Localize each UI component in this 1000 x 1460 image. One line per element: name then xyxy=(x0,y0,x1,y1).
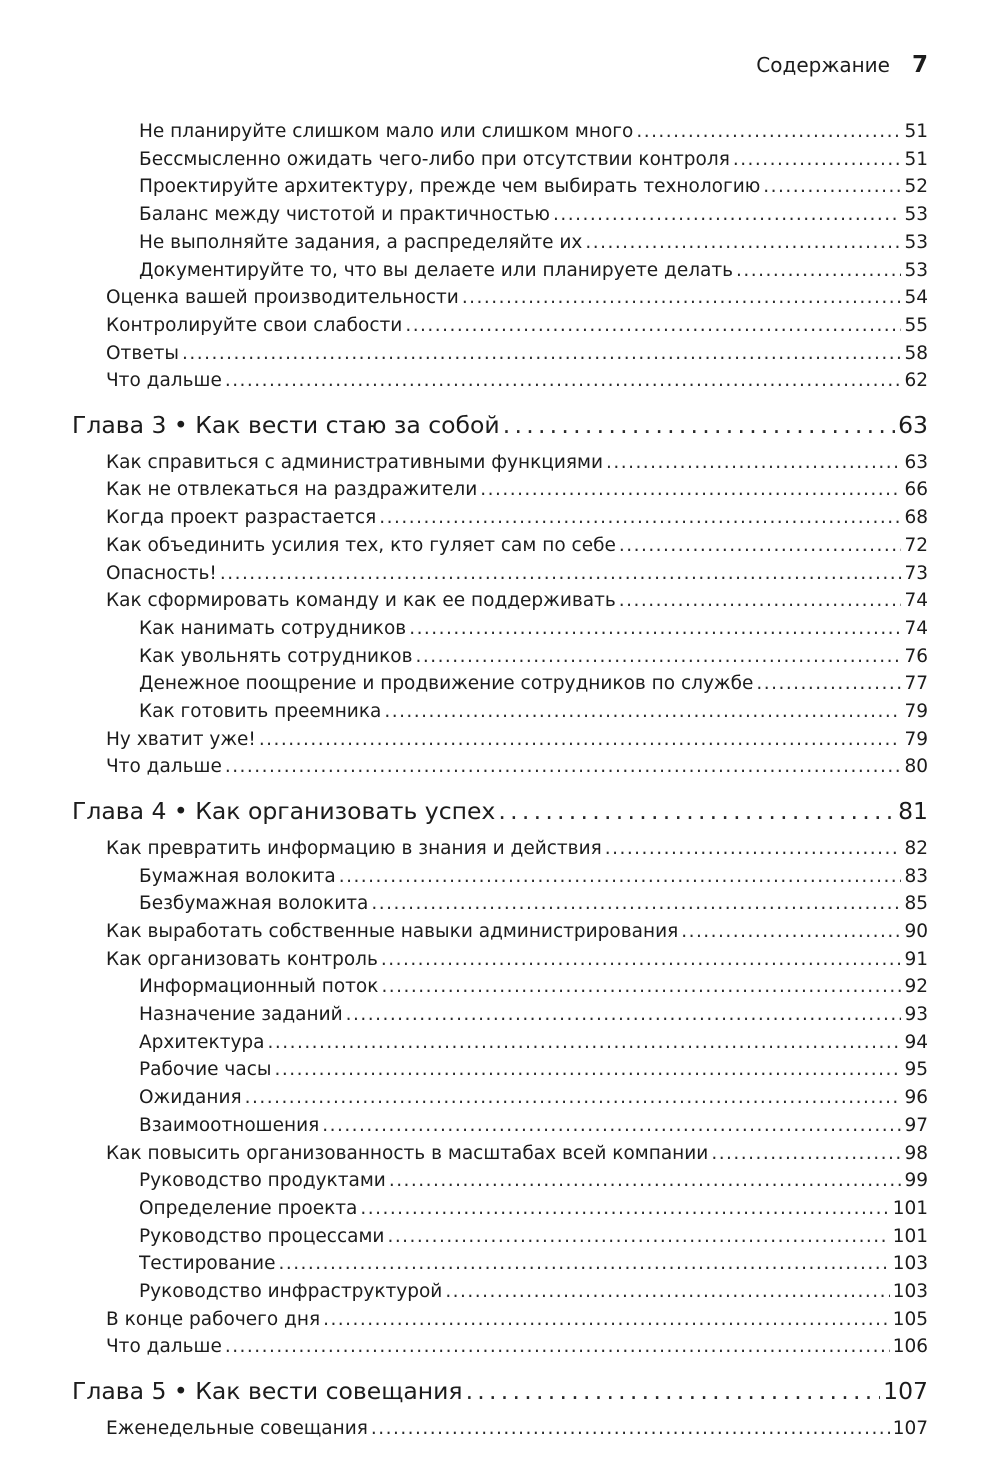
toc-entry-title: Баланс между чистотой и практичностью xyxy=(139,204,551,226)
toc-entry xyxy=(106,838,928,859)
toc-page-number: 58 xyxy=(904,342,928,364)
toc-page-number: 52 xyxy=(904,176,928,198)
toc-page-number: 55 xyxy=(904,314,928,336)
toc-entry-title: Как увольнять сотрудников xyxy=(139,645,413,667)
toc-page-number: 97 xyxy=(904,1114,928,1136)
toc-page-number: 53 xyxy=(904,231,928,253)
toc-entry-title: Что дальше xyxy=(106,1336,222,1358)
toc-entry xyxy=(139,1032,928,1053)
toc-entry xyxy=(139,149,928,170)
toc-entry-title: Руководство процессами xyxy=(139,1225,385,1247)
toc-dot-leader xyxy=(381,949,902,970)
toc-entry-title: Рабочие часы xyxy=(139,1059,272,1081)
toc-chapter-heading xyxy=(72,1377,928,1405)
toc-entry xyxy=(139,1059,928,1080)
toc-page-number: 94 xyxy=(904,1031,928,1053)
running-header xyxy=(756,52,928,78)
toc-entry-title: Ну хватит уже! xyxy=(106,728,256,750)
toc-page-number: 79 xyxy=(904,728,928,750)
toc-dot-leader xyxy=(274,1059,901,1080)
toc-dot-leader xyxy=(409,618,901,639)
toc-dot-leader xyxy=(619,535,902,556)
toc-entry-title: Еженедельные совещания xyxy=(106,1417,368,1439)
toc-entry-title: Глава 4 • Как организовать успех xyxy=(72,797,496,826)
toc-entry xyxy=(139,673,928,694)
toc-page-number: 53 xyxy=(904,259,928,281)
toc-dot-leader xyxy=(466,1377,881,1405)
toc-entry-title: Руководство инфраструктурой xyxy=(139,1281,443,1302)
toc-entry-title: Бумажная волокита xyxy=(139,865,336,887)
toc-page-number: 90 xyxy=(904,920,928,942)
toc-entry xyxy=(106,452,928,473)
toc-page-number: 80 xyxy=(904,756,928,778)
toc-page-number: 53 xyxy=(904,204,928,226)
toc-dot-leader xyxy=(268,1032,902,1053)
toc-page-number: 81 xyxy=(898,797,928,826)
toc-entry-title: Как не отвлекаться на раздражители xyxy=(106,479,478,501)
toc-entry-title: Как справиться с административными функциями xyxy=(106,451,603,473)
toc-entry-title: Опасность! xyxy=(106,562,217,584)
toc-entry-title: Когда проект разрастается xyxy=(106,507,377,529)
toc-dot-leader xyxy=(323,1309,890,1330)
toc-dot-leader xyxy=(339,866,902,887)
toc-page-number: 103 xyxy=(892,1253,928,1275)
toc-entry xyxy=(139,232,928,253)
toc-entry xyxy=(106,563,928,584)
toc-entry xyxy=(139,701,928,722)
toc-entry xyxy=(139,1281,928,1302)
page-number: 7 xyxy=(911,52,928,78)
toc-dot-leader xyxy=(371,1418,890,1439)
toc-entry-title: Взаимоотношения xyxy=(139,1114,320,1136)
toc-dot-leader xyxy=(182,343,901,364)
toc-page-number: 73 xyxy=(904,562,928,584)
toc-page-number: 82 xyxy=(904,837,928,859)
toc-page-number: 96 xyxy=(904,1087,928,1109)
toc-entry xyxy=(139,176,928,197)
toc-entry xyxy=(139,618,928,639)
toc-page-number: 63 xyxy=(904,451,928,473)
toc-entry xyxy=(106,949,928,970)
toc-entry xyxy=(139,260,928,281)
toc-page-number: 76 xyxy=(904,645,928,667)
toc-page-number: 68 xyxy=(904,507,928,529)
toc-dot-leader xyxy=(322,1115,901,1136)
toc-dot-leader xyxy=(225,1336,890,1357)
toc-entry-title: Как повысить организованность в масштабах всей компании xyxy=(106,1142,709,1164)
toc-page-number: 77 xyxy=(904,673,928,695)
toc-entry xyxy=(106,1418,928,1439)
toc-entry xyxy=(139,1253,928,1274)
toc-dot-leader xyxy=(225,370,902,391)
toc-page-number: 91 xyxy=(904,948,928,970)
toc-dot-leader xyxy=(371,893,901,914)
toc-page-number: 93 xyxy=(904,1004,928,1025)
toc-entry-title: Глава 3 • Как вести стаю за собой xyxy=(72,411,500,439)
toc-entry-title: Глава 5 • Как вести совещания xyxy=(72,1377,463,1406)
toc-entry-title: Бессмысленно ожидать чего-либо при отсутствии контроля xyxy=(139,148,730,170)
toc-entry xyxy=(106,507,928,528)
toc-page-number: 51 xyxy=(904,121,928,142)
toc-entry-title: Что дальше xyxy=(106,370,222,392)
toc-chapter-heading xyxy=(72,411,928,439)
toc-page-number: 107 xyxy=(883,1377,928,1406)
toc-entry-title: Ответы xyxy=(106,342,180,364)
toc-entry xyxy=(139,976,928,997)
toc-entry xyxy=(106,287,928,308)
toc-page-number: 103 xyxy=(892,1281,928,1302)
toc-entry xyxy=(139,204,928,225)
toc-entry xyxy=(139,1087,928,1108)
toc-page-number: 79 xyxy=(904,701,928,722)
toc-entry-title: Определение проекта xyxy=(139,1197,358,1219)
toc-page-number: 51 xyxy=(904,148,928,170)
toc-entry-title: Как готовить преемника xyxy=(139,701,382,722)
toc-entry xyxy=(106,1309,928,1330)
toc-entry-title: Проектируйте архитектуру, прежде чем выбирать технологию xyxy=(139,176,761,198)
toc-entry-title: Оценка вашей производительности xyxy=(106,287,459,309)
toc-dot-leader xyxy=(736,260,901,281)
toc-dot-leader xyxy=(503,411,895,439)
toc-page-number: 101 xyxy=(892,1225,928,1247)
toc-entry xyxy=(106,370,928,391)
toc-entry-title: Как объединить усилия тех, кто гуляет сам по себе xyxy=(106,534,616,556)
toc-entry xyxy=(106,1143,928,1164)
toc-entry xyxy=(139,893,928,914)
toc-entry xyxy=(106,590,928,611)
toc-dot-leader xyxy=(756,673,901,694)
toc-page-number: 54 xyxy=(904,287,928,309)
toc-page-number: 74 xyxy=(904,617,928,639)
toc-entry xyxy=(139,1115,928,1136)
toc-entry-title: Как организовать контроль xyxy=(106,948,378,970)
toc-entry-title: Тестирование xyxy=(139,1253,276,1275)
toc-page-number: 62 xyxy=(904,370,928,392)
toc-entry xyxy=(106,756,928,777)
toc-entry xyxy=(106,479,928,500)
toc-dot-leader xyxy=(225,756,902,777)
toc-entry xyxy=(106,729,928,750)
toc-dot-leader xyxy=(605,838,902,859)
toc-dot-leader xyxy=(278,1253,889,1274)
toc-page-number: 83 xyxy=(904,865,928,887)
toc-entry xyxy=(139,1170,928,1191)
toc-dot-leader xyxy=(498,797,895,825)
toc-dot-leader xyxy=(636,121,901,142)
toc-entry xyxy=(139,866,928,887)
toc-entry-title: Как нанимать сотрудников xyxy=(139,617,407,639)
toc-entry-title: Информационный поток xyxy=(139,976,379,998)
toc-dot-leader xyxy=(220,563,902,584)
toc-page-number: 74 xyxy=(904,590,928,612)
toc-page-number: 95 xyxy=(904,1059,928,1081)
toc-page-number: 85 xyxy=(904,893,928,915)
toc-dot-leader xyxy=(681,921,901,942)
toc-entry-title: Не выполняйте задания, а распределяйте их xyxy=(139,231,583,253)
toc-dot-leader xyxy=(346,1004,902,1025)
toc-entry xyxy=(106,1336,928,1357)
toc-page-number: 99 xyxy=(904,1170,928,1192)
toc-page-number: 98 xyxy=(904,1142,928,1164)
toc-dot-leader xyxy=(553,204,901,225)
toc-entry-title: Как сформировать команду и как ее поддерживать xyxy=(106,590,616,612)
toc-entry xyxy=(106,921,928,942)
toc-dot-leader xyxy=(585,232,901,253)
toc-entry-title: Руководство продуктами xyxy=(139,1170,386,1192)
toc-dot-leader xyxy=(619,590,902,611)
toc-entry xyxy=(106,343,928,364)
toc-dot-leader xyxy=(763,176,901,197)
toc-entry-title: Что дальше xyxy=(106,756,222,778)
toc-entry xyxy=(139,646,928,667)
toc-dot-leader xyxy=(259,729,902,750)
toc-chapter-heading xyxy=(72,797,928,825)
toc-dot-leader xyxy=(711,1143,901,1164)
toc-entry-title: Денежное поощрение и продвижение сотрудников по службе xyxy=(139,673,754,695)
toc-entry xyxy=(106,535,928,556)
toc-entry-title: Как выработать собственные навыки администрирования xyxy=(106,920,679,942)
toc-page-number: 105 xyxy=(892,1308,928,1330)
toc-entry-title: Документируйте то, что вы делаете или планируете делать xyxy=(139,259,734,281)
toc-entry xyxy=(139,121,928,142)
toc-entry-title: Архитектура xyxy=(139,1031,265,1053)
toc-page-number: 92 xyxy=(904,976,928,998)
toc-page-number: 66 xyxy=(904,479,928,501)
toc-dot-leader xyxy=(245,1087,902,1108)
toc-dot-leader xyxy=(606,452,901,473)
toc-entry-title: Как превратить информацию в знания и действия xyxy=(106,837,602,859)
toc-dot-leader xyxy=(462,287,902,308)
toc-dot-leader xyxy=(445,1281,889,1302)
toc-dot-leader xyxy=(387,1226,889,1247)
toc-entry xyxy=(139,1226,928,1247)
toc-page-number: 63 xyxy=(898,411,928,439)
toc-dot-leader xyxy=(415,646,901,667)
toc-dot-leader xyxy=(381,976,901,997)
running-header-title: Содержание xyxy=(756,53,890,77)
toc-entry-title: Безбумажная волокита xyxy=(139,893,369,915)
toc-entry xyxy=(106,315,928,336)
toc-dot-leader xyxy=(405,315,901,336)
toc-dot-leader xyxy=(360,1198,889,1219)
toc-page-number: 107 xyxy=(892,1417,928,1439)
toc-dot-leader xyxy=(733,149,902,170)
toc-dot-leader xyxy=(480,479,901,500)
toc-page-number: 72 xyxy=(904,534,928,556)
toc-entry-title: Назначение заданий xyxy=(139,1004,343,1025)
toc-dot-leader xyxy=(379,507,901,528)
toc-entry-title: Ожидания xyxy=(139,1087,242,1109)
toc-entry-title: Не планируйте слишком мало или слишком много xyxy=(139,121,634,142)
toc-dot-leader xyxy=(384,701,901,722)
toc-entry xyxy=(139,1198,928,1219)
toc-page-number: 101 xyxy=(892,1197,928,1219)
toc-entry-title: В конце рабочего дня xyxy=(106,1308,321,1330)
toc-page-number: 106 xyxy=(892,1336,928,1358)
toc-entry-title: Контролируйте свои слабости xyxy=(106,314,403,336)
toc-entry xyxy=(139,1004,928,1025)
toc-dot-leader xyxy=(389,1170,902,1191)
